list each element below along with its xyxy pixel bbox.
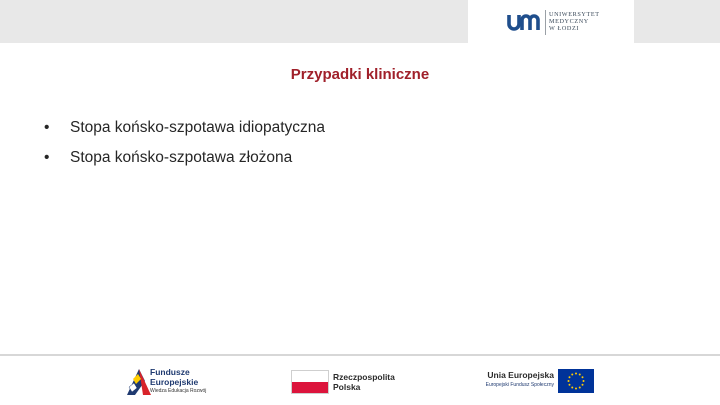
poland-label	[333, 373, 395, 392]
poland-flag-icon	[291, 370, 329, 394]
european-funds-line-3: Wiedza Edukacja Rozwój	[150, 388, 207, 394]
university-name-line-2: MEDYCZNY	[549, 18, 589, 26]
list-item	[44, 117, 325, 147]
poland-line-2: Polska	[333, 381, 361, 392]
logo-separator	[545, 10, 546, 35]
eu-flag-icon	[558, 369, 594, 393]
european-funds-line-1: Fundusze	[150, 367, 190, 377]
university-name	[549, 11, 600, 33]
european-funds-line-2: Europejskie	[150, 376, 199, 387]
list-item-text: Stopa końsko-szpotawa złożona	[70, 149, 293, 166]
bullet-icon: •	[44, 149, 50, 166]
eu-label	[476, 370, 554, 390]
slide-title: Przypadki kliniczne	[290, 66, 430, 83]
european-funds-label	[150, 368, 206, 397]
bullet-icon: •	[44, 119, 50, 136]
university-logo	[468, 0, 634, 43]
footer-divider	[0, 354, 720, 356]
bullet-list	[44, 117, 325, 177]
poland-line-1: Rzeczpospolita	[333, 372, 395, 382]
um-logo-icon	[507, 13, 541, 31]
eu-line-2: Europejski Fundusz Społeczny	[485, 382, 554, 388]
list-item-text: Stopa końsko-szpotawa idiopatyczna	[70, 119, 326, 136]
eu-line-1: Unia Europejska	[487, 370, 554, 380]
university-name-line-1: UNIWERSYTET	[549, 11, 600, 18]
list-item	[44, 147, 325, 177]
university-name-line-3: W ŁODZI	[549, 25, 580, 33]
